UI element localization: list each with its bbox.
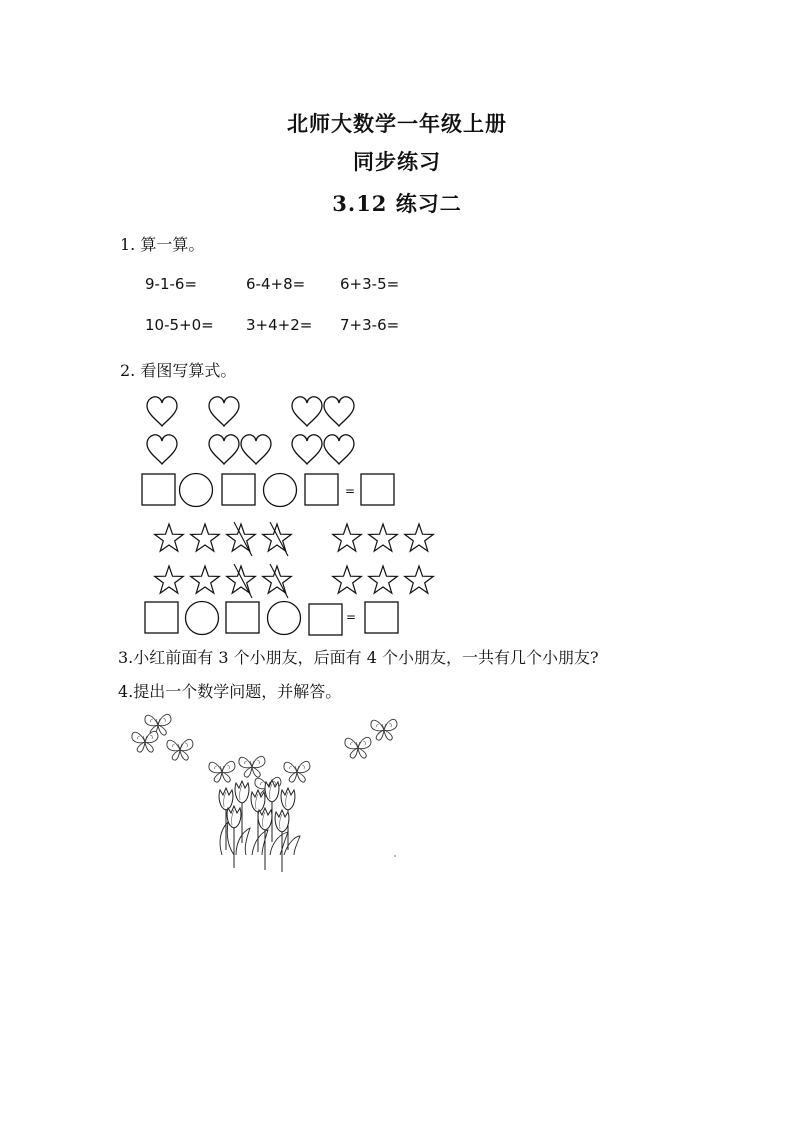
calc-item: 10-5+0=: [145, 316, 214, 334]
calc-item: 6-4+8=: [246, 275, 306, 293]
butterfly-icon: [145, 714, 171, 735]
question-4-label: 4.提出一个数学问题，并解答。: [118, 682, 342, 701]
star-icon: [155, 524, 184, 551]
question-2-label: 2. 看图写算式。: [120, 361, 237, 380]
heart-icon: [147, 435, 177, 464]
star-icon: [227, 524, 256, 551]
butterfly-icon: [345, 737, 371, 758]
page-subtitle: 同步练习: [353, 149, 441, 174]
operator-circle[interactable]: [186, 602, 219, 635]
stray-dot: [394, 855, 396, 857]
page-title: 北师大数学一年级上册: [287, 111, 507, 136]
star-icon: [263, 566, 292, 593]
butterfly-icon: [209, 761, 235, 782]
star-icon: [369, 566, 398, 593]
butterfly-icon: [371, 719, 397, 740]
answer-box[interactable]: [142, 474, 175, 505]
heart-icon: [209, 397, 239, 426]
star-icon: [405, 566, 434, 593]
answer-box[interactable]: [361, 474, 394, 505]
calc-item: 6+3-5=: [340, 275, 400, 293]
hearts-group: [147, 397, 354, 464]
operator-circle[interactable]: [180, 474, 213, 507]
answer-box[interactable]: [309, 604, 342, 635]
star-icon: [191, 566, 220, 593]
equation-row-1: [142, 474, 394, 507]
star-icon: [155, 566, 184, 593]
calc-item: 7+3-6=: [340, 316, 400, 334]
equation-row-2: [145, 602, 398, 636]
calc-item: 3+4+2=: [246, 316, 313, 334]
butterfly-icon: [284, 761, 310, 782]
star-icon: [369, 524, 398, 551]
calc-item: 9-1-6=: [145, 275, 198, 293]
heart-icon: [241, 435, 271, 464]
star-icon: [191, 524, 220, 551]
star-icon: [405, 524, 434, 551]
star-icon: [333, 524, 362, 551]
tulip-icon: [275, 810, 289, 872]
stars-group: [155, 522, 434, 598]
answer-box[interactable]: [222, 474, 255, 505]
answer-box[interactable]: [305, 474, 338, 505]
operator-circle[interactable]: [264, 474, 297, 507]
equals-sign: =: [345, 484, 356, 498]
heart-icon: [324, 435, 354, 464]
star-icon: [333, 566, 362, 593]
star-icon: [227, 566, 256, 593]
heart-icon: [292, 397, 322, 426]
butterfly-icon: [167, 739, 193, 760]
answer-box[interactable]: [365, 602, 398, 633]
question-1-label: 1. 算一算。: [120, 235, 205, 254]
heart-icon: [292, 435, 322, 464]
question-3-label: 3.小红前面有 3 个小朋友，后面有 4 个小朋友，一共有几个小朋友?: [118, 648, 599, 667]
heart-icon: [209, 435, 239, 464]
lesson-title: 3.12 练习二: [332, 191, 462, 216]
butterfly-icon: [239, 756, 265, 777]
operator-circle[interactable]: [268, 602, 301, 635]
heart-icon: [324, 397, 354, 426]
star-icon: [263, 524, 292, 551]
tulip-icon: [227, 806, 241, 868]
heart-icon: [147, 397, 177, 426]
answer-box[interactable]: [145, 602, 178, 633]
equals-sign: =: [346, 610, 357, 624]
butterfly-icon: [132, 731, 158, 752]
butterfly-tulip-illustration: [132, 714, 397, 872]
answer-box[interactable]: [226, 602, 259, 633]
